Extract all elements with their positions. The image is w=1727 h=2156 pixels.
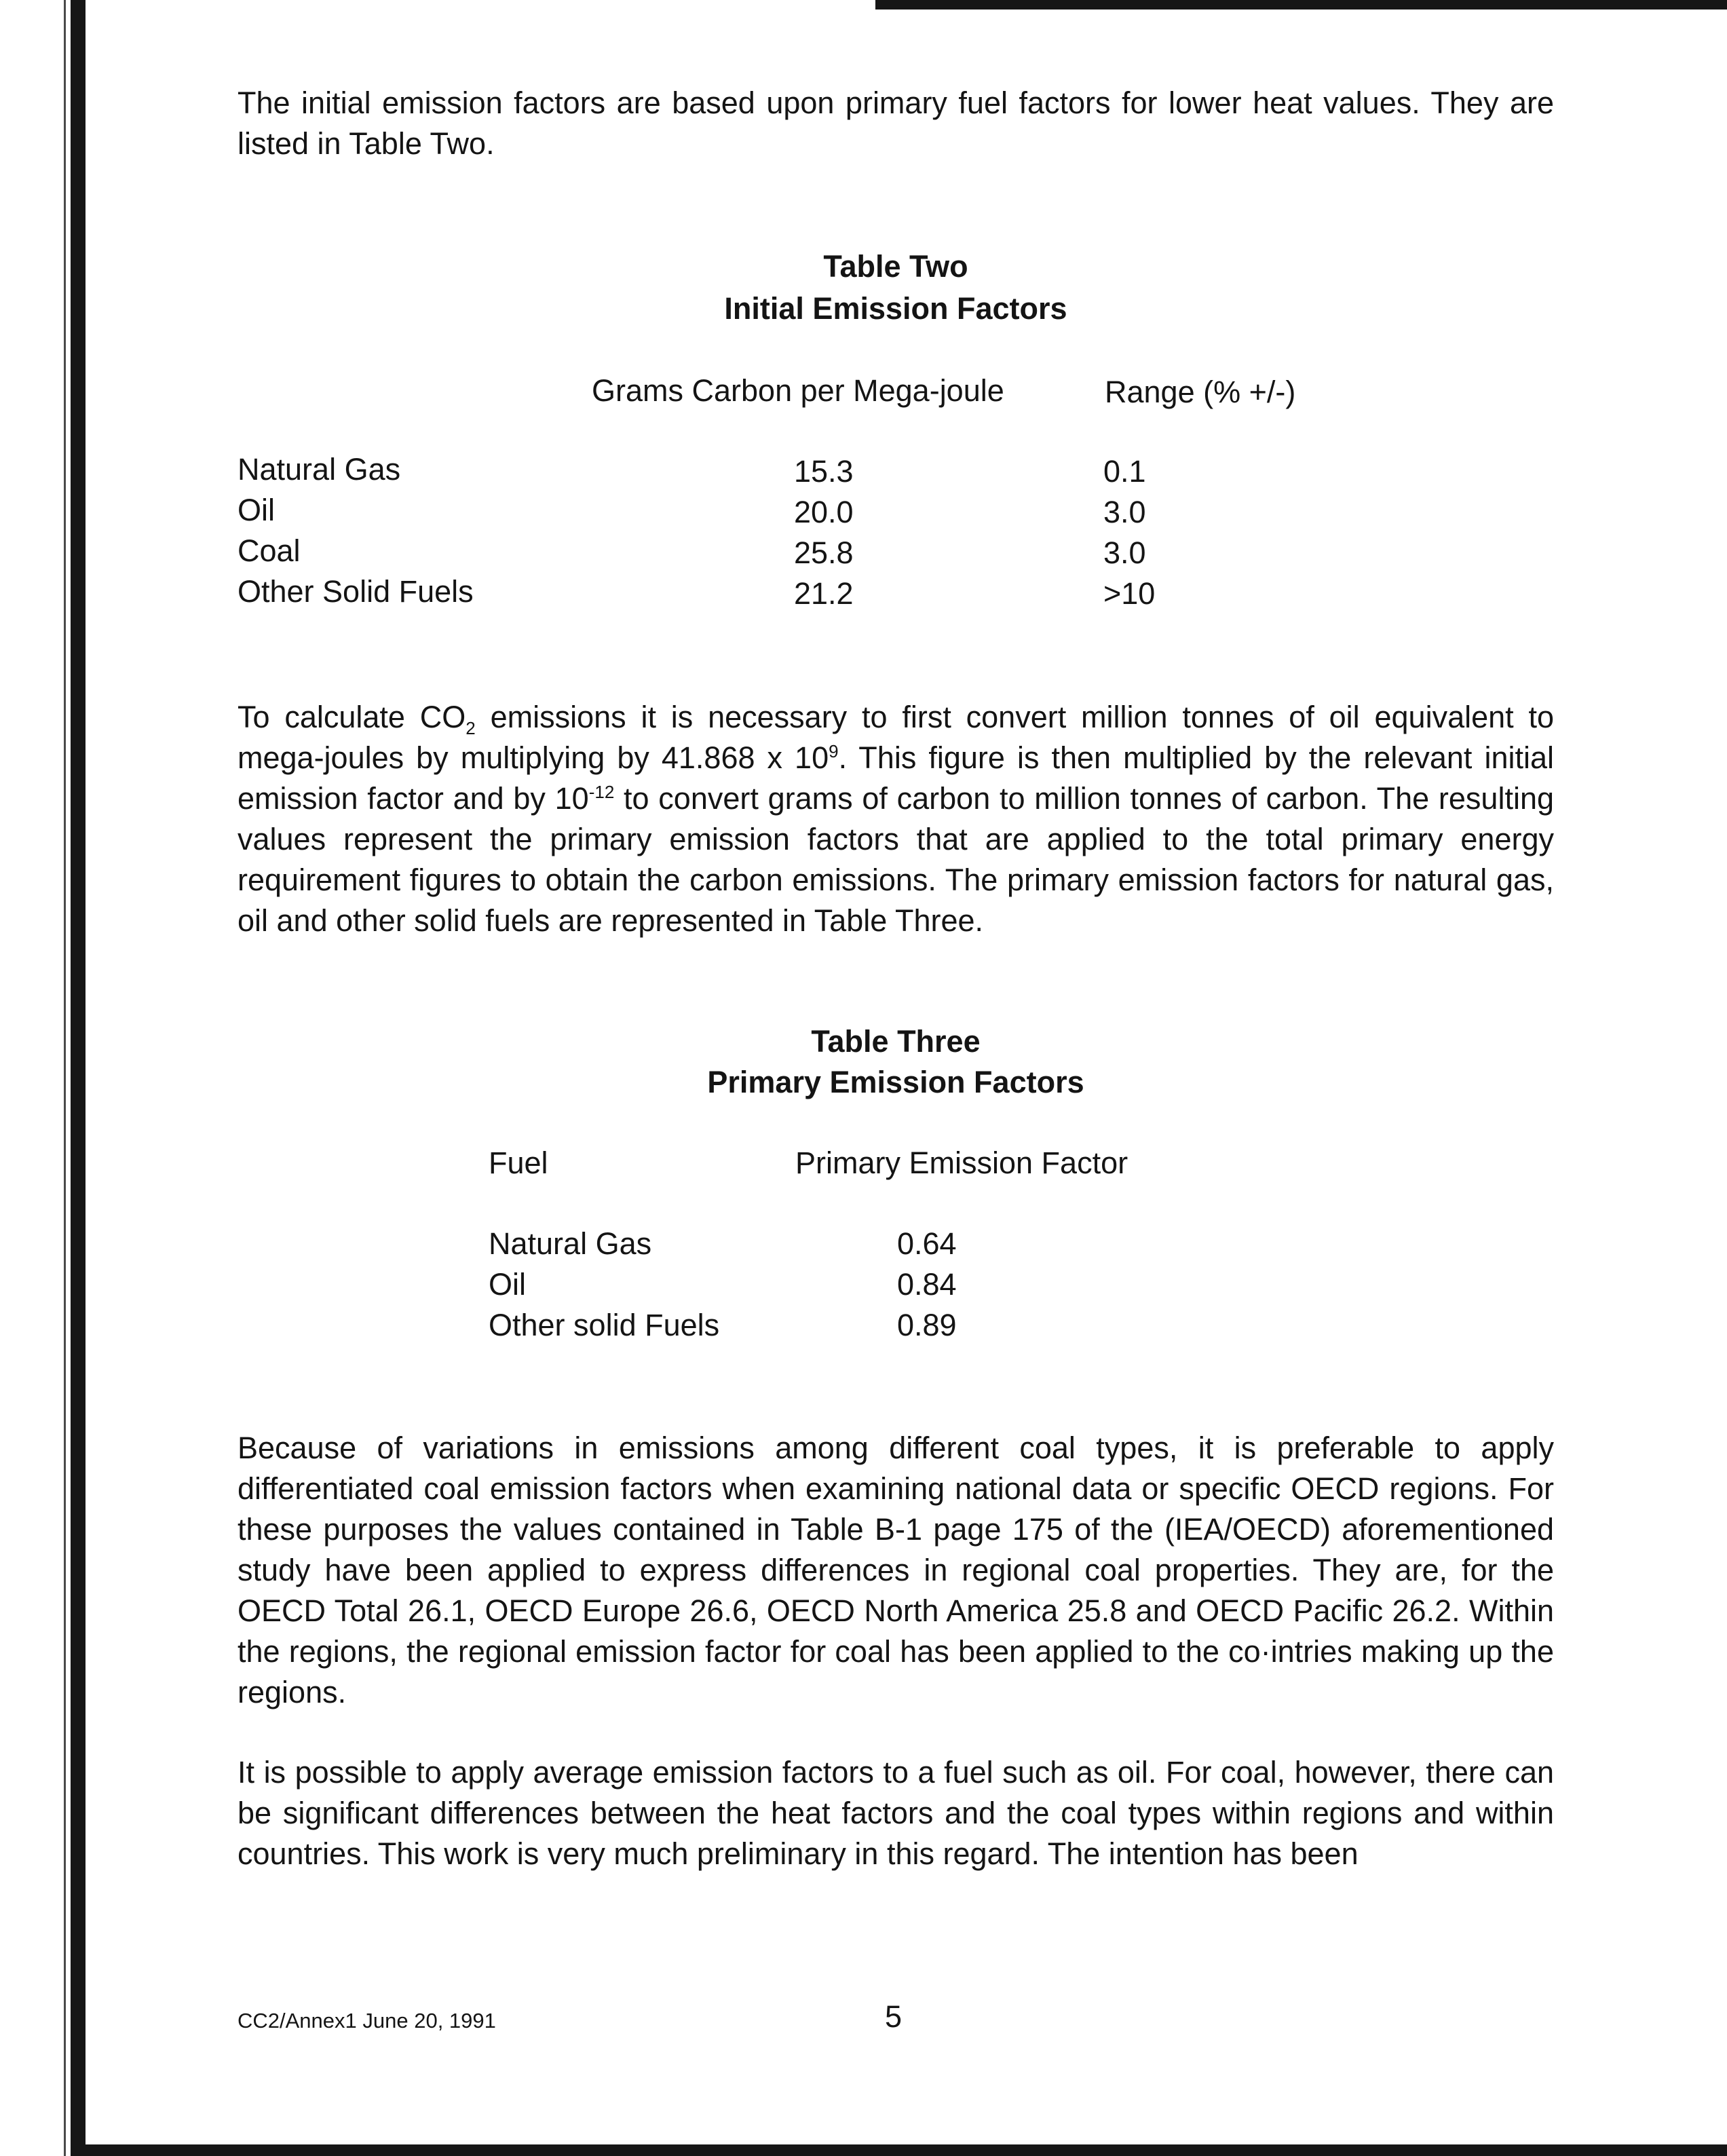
table-three-header-factor: Primary Emission Factor (795, 1146, 1128, 1180)
page-number: 5 (885, 1999, 903, 2034)
table-two-range: 0.1 (1103, 454, 1146, 489)
table-two-fuel: Coal (238, 533, 301, 568)
table-three-subtitle: Primary Emission Factors (707, 1065, 1084, 1099)
table-two-subtitle: Initial Emission Factors (724, 291, 1067, 326)
footer-document-reference: CC2/Annex1 June 20, 1991 (238, 2009, 496, 2032)
scan-edge-bottom (71, 2144, 1727, 2156)
scan-edge-left (71, 0, 86, 2156)
table-three-factor: 0.64 (897, 1226, 957, 1261)
table-two-grams: 25.8 (794, 535, 854, 570)
intro-paragraph: The initial emission factors are based upon primary fuel factors for lower heat values. They are listed in Table Two. (238, 86, 1554, 161)
table-two-grams: 20.0 (794, 495, 854, 529)
table-three-title: Table Three (811, 1024, 981, 1059)
table-two-range: >10 (1103, 576, 1156, 611)
table-two-fuel: Other Solid Fuels (238, 574, 474, 609)
coal-paragraph: Because of variations in emissions among different coal types, it is preferable to apply differentiated coal emission factors when examining national data or specific OECD regions. For these purposes the values contained in Table B-1 page 175 of the (IEA/OECD) aforementioned study have been applied to express differences in regional coal properties. They are, for the OECD Total 26.1, OECD Europe 26.6, OECD North America 25.8 and OECD Pacific 26.2. Within the regions, the regional emission factor for coal has been applied to the co·intries making up the regions. (238, 1431, 1554, 1709)
table-three-header-fuel: Fuel (489, 1146, 548, 1180)
table-three-factor: 0.84 (897, 1267, 957, 1302)
scan-edge-thin (64, 0, 66, 2156)
scan-edge-top (875, 0, 1727, 10)
table-three-factor: 0.89 (897, 1308, 957, 1342)
table-two-header-range: Range (% +/-) (1105, 375, 1296, 409)
table-two-fuel: Natural Gas (238, 452, 401, 487)
table-three-fuel: Other solid Fuels (489, 1308, 720, 1342)
table-two-header-grams: Grams Carbon per Mega-joule (592, 373, 1004, 408)
table-two-grams: 21.2 (794, 576, 854, 611)
table-two-grams: 15.3 (794, 454, 854, 489)
table-two-range: 3.0 (1103, 495, 1146, 529)
table-two-range: 3.0 (1103, 535, 1146, 570)
table-two-title: Table Two (823, 249, 968, 284)
table-three-fuel: Natural Gas (489, 1226, 652, 1261)
average-factors-paragraph: It is possible to apply average emission factors to a fuel such as oil. For coal, however, there can be significant differences between the heat factors and the coal types within regions and within countries. This work is very much preliminary in this regard. The intention has been (238, 1755, 1554, 1871)
table-three-fuel: Oil (489, 1267, 526, 1302)
table-two-fuel: Oil (238, 493, 275, 527)
calculation-paragraph: To calculate $CO_2$ emissions it is necessary to first convert million tonnes of oil equivalent to mega-joules by multiplying by 41.868 x $10^9$. This figure is then multiplied by the relevant initial emission factor and by $10^{-12}$ to convert grams of carbon to million tonnes of carbon. The resulting values represent the primary emission factors that are applied to the total primary energy requirement figures to obtain the carbon emissions. The primary emission factors for natural gas, oil and other solid fuels are represented in Table Three. (238, 700, 1555, 938)
